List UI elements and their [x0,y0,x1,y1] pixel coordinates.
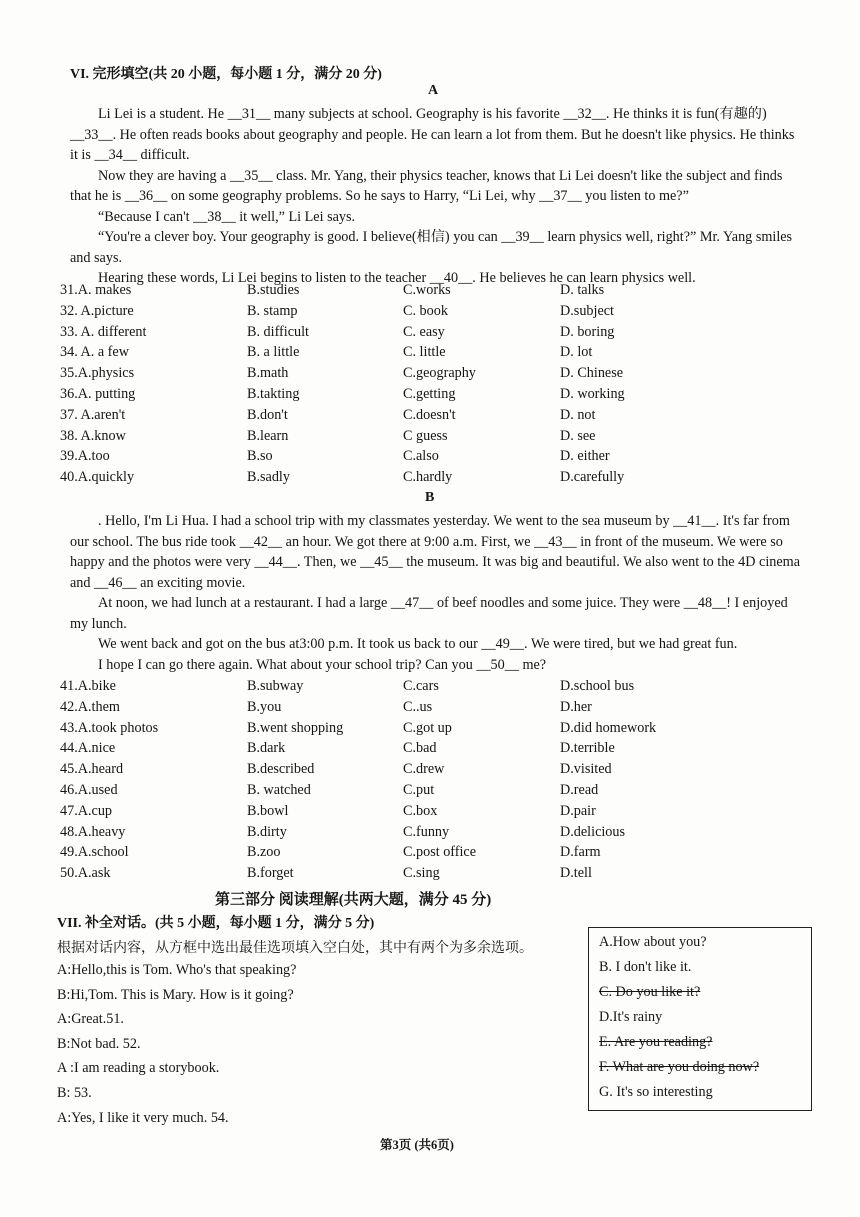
page-footer: 第3页 (共6页) [380,1138,454,1152]
passage-a-para: Hearing these words, Li Lei begins to listen to the teacher __40__. He believes he can learn physics well. [98,270,696,286]
option: 49.A.school [60,844,129,861]
passage-b [70,511,805,675]
option: B. difficult [247,323,310,340]
option: C.doesn't [403,406,456,423]
option: 35.A.physics [60,365,135,382]
option: B.sadly [247,469,290,486]
part-b-label: B [425,490,435,505]
passage-b-para: I hope I can go there again. What about your school trip? Can you __50__ me? [98,656,547,673]
option: D. either [560,448,610,465]
option: B.subway [247,678,304,694]
option: 34. A. a few [60,344,129,361]
option: 40.A.quickly [60,469,135,486]
option: D. boring [560,323,615,340]
option: B.forget [247,865,294,882]
choice-item: C. Do you like it? [599,984,701,1000]
option: C.put [403,781,435,798]
choice-item: B. I don't like it. [599,959,692,975]
option: B.dark [247,740,286,757]
option: B. a little [247,344,300,361]
option: D.subject [560,302,614,319]
section-6-title: VI. 完形填空(共 20 小题，每小题 1 分，满分 20 分) [70,67,382,82]
option: D. see [560,427,596,444]
option: C guess [403,427,448,444]
option: C.sing [403,865,440,882]
option: D. not [560,406,596,423]
option: C.funny [403,823,450,840]
option: C.got up [403,719,452,736]
option: 39.A.too [60,448,110,465]
choice-item: D.It's rainy [599,1009,663,1025]
option: 43.A.took photos [60,719,159,736]
option: 31.A. makes [60,282,132,298]
option: 48.A.heavy [60,823,126,840]
option: 47.A.cup [60,802,113,819]
option: B.you [247,698,282,715]
option: D. lot [560,344,593,361]
passage-b-para: . Hello, I'm Li Hua. I had a school trip with my classmates yesterday. We went to the sea museum by __41__. It's far from our school. The bus ride took __42__ an hour. We got there at 9:00 a.m. First, we __43__ in front of the museum. We were so happy and the photos were very __44__. Then, we __45__ the museum. It was big and beautiful. We also went to the 4D cinema and __46__ an exciting movie. [70,513,801,591]
option: B.dirty [247,823,287,840]
option: D.carefully [560,469,625,486]
option: B.zoo [247,844,281,861]
option: C.post office [403,844,477,861]
option: C.bad [403,740,437,757]
option: C..us [403,698,433,715]
choice-item: E. Are you reading? [599,1034,713,1050]
option: 32. A.picture [60,302,134,319]
option: 46.A.used [60,781,118,798]
option: D. talks [560,282,605,298]
option: B.takting [247,385,300,402]
option: 50.A.ask [60,865,111,882]
option: D.visited [560,761,612,778]
option: B.bowl [247,802,289,819]
option: B.don't [247,406,288,423]
section-7-instruction: 根据对话内容，从方框中选出最佳选项填入空白处，其中有两个为多余选项。 [57,941,533,956]
passage-a-para: Now they are having a __35__ class. Mr. Yang, their physics teacher, knows that Li Lei doesn't like the subject and finds that he is __36__ on some geography problems. So he says to Harry, “Li Lei, why __37__ you listen to me?” [70,167,783,204]
choice-item: F. What are you doing now? [599,1059,760,1075]
option: B.so [247,448,273,465]
option: D.her [560,698,592,715]
option: D.terrible [560,740,615,757]
dialogue-line: A:Great.51. [57,1011,124,1028]
option: 45.A.heard [60,761,124,778]
option: B.learn [247,427,289,444]
option: B.described [247,761,315,778]
passage-a-para: “You're a clever boy. Your geography is good. I believe(相信) you can __39__ learn physics well, right?” Mr. Yang smiles and says. [70,229,793,266]
option: C.drew [403,761,445,778]
option: D.tell [560,865,592,882]
option: C.geography [403,365,476,382]
option: C. little [403,344,446,361]
part-3-heading: 第三部分 阅读理解(共两大题，满分 45 分) [215,892,492,908]
option: D. Chinese [560,365,624,382]
option: B. watched [247,781,311,798]
choice-box [588,927,812,1111]
option: B.studies [247,282,300,298]
dialogue-line: A:Yes, I like it very much. 54. [57,1109,229,1126]
option: C.box [403,802,438,819]
option: D.farm [560,844,601,861]
option: B. stamp [247,302,298,319]
section-7-title: VII. 补全对话。(共 5 小题，每小题 1 分，满分 5 分) [57,916,375,931]
option: 42.A.them [60,698,120,715]
choice-item: A.How about you? [599,934,707,950]
option: C.hardly [403,469,453,486]
option: D.pair [560,802,596,819]
dialogue-line: A :I am reading a storybook. [57,1060,220,1077]
passage-a-para: Li Lei is a student. He __31__ many subjects at school. Geography is his favorite __32__. He thinks it is fun(有趣的) __33__. He often reads books about geography and people. He can learn a lot from them. But he doesn't like physics. He thinks it is __34__ difficult. [70,106,795,163]
option: C.cars [403,678,439,694]
option: C.getting [403,385,456,402]
option: 44.A.nice [60,740,116,757]
option: C. easy [403,323,445,340]
dialogue-line: A:Hello,this is Tom. Who's that speaking? [57,962,297,978]
part-a-label: A [428,83,439,98]
option: 36.A. putting [60,385,136,402]
choice-item: G. It's so interesting [599,1084,713,1100]
option: D.read [560,781,599,798]
passage-b-para: At noon, we had lunch at a restaurant. I had a large __47__ of beef noodles and some juice. They were __48__! I enjoyed my lunch. [70,595,788,632]
dialogue-line: B: 53. [57,1084,92,1101]
passage-a [70,104,805,289]
dialogue-line: B:Hi,Tom. This is Mary. How is it going? [57,986,294,1003]
option: C.also [403,448,439,465]
option: D.delicious [560,823,626,840]
option: D.school bus [560,678,635,694]
passage-a-para: “Because I can't __38__ it well,” Li Lei says. [98,208,356,225]
option: 33. A. different [60,323,147,340]
option: B.went shopping [247,719,344,736]
dialogue [57,958,296,1130]
option: B.math [247,365,289,382]
option: D. working [560,385,625,402]
option: 41.A.bike [60,678,116,694]
passage-b-para: We went back and got on the bus at3:00 p.m. It took us back to our __49__. We were tired, but we had great fun. [98,636,738,652]
option: 38. A.know [60,427,126,444]
option: C.works [403,282,451,298]
dialogue-line: B:Not bad. 52. [57,1035,141,1052]
option: C. book [403,302,448,319]
option: 37. A.aren't [60,406,126,423]
option: D.did homework [560,719,657,736]
